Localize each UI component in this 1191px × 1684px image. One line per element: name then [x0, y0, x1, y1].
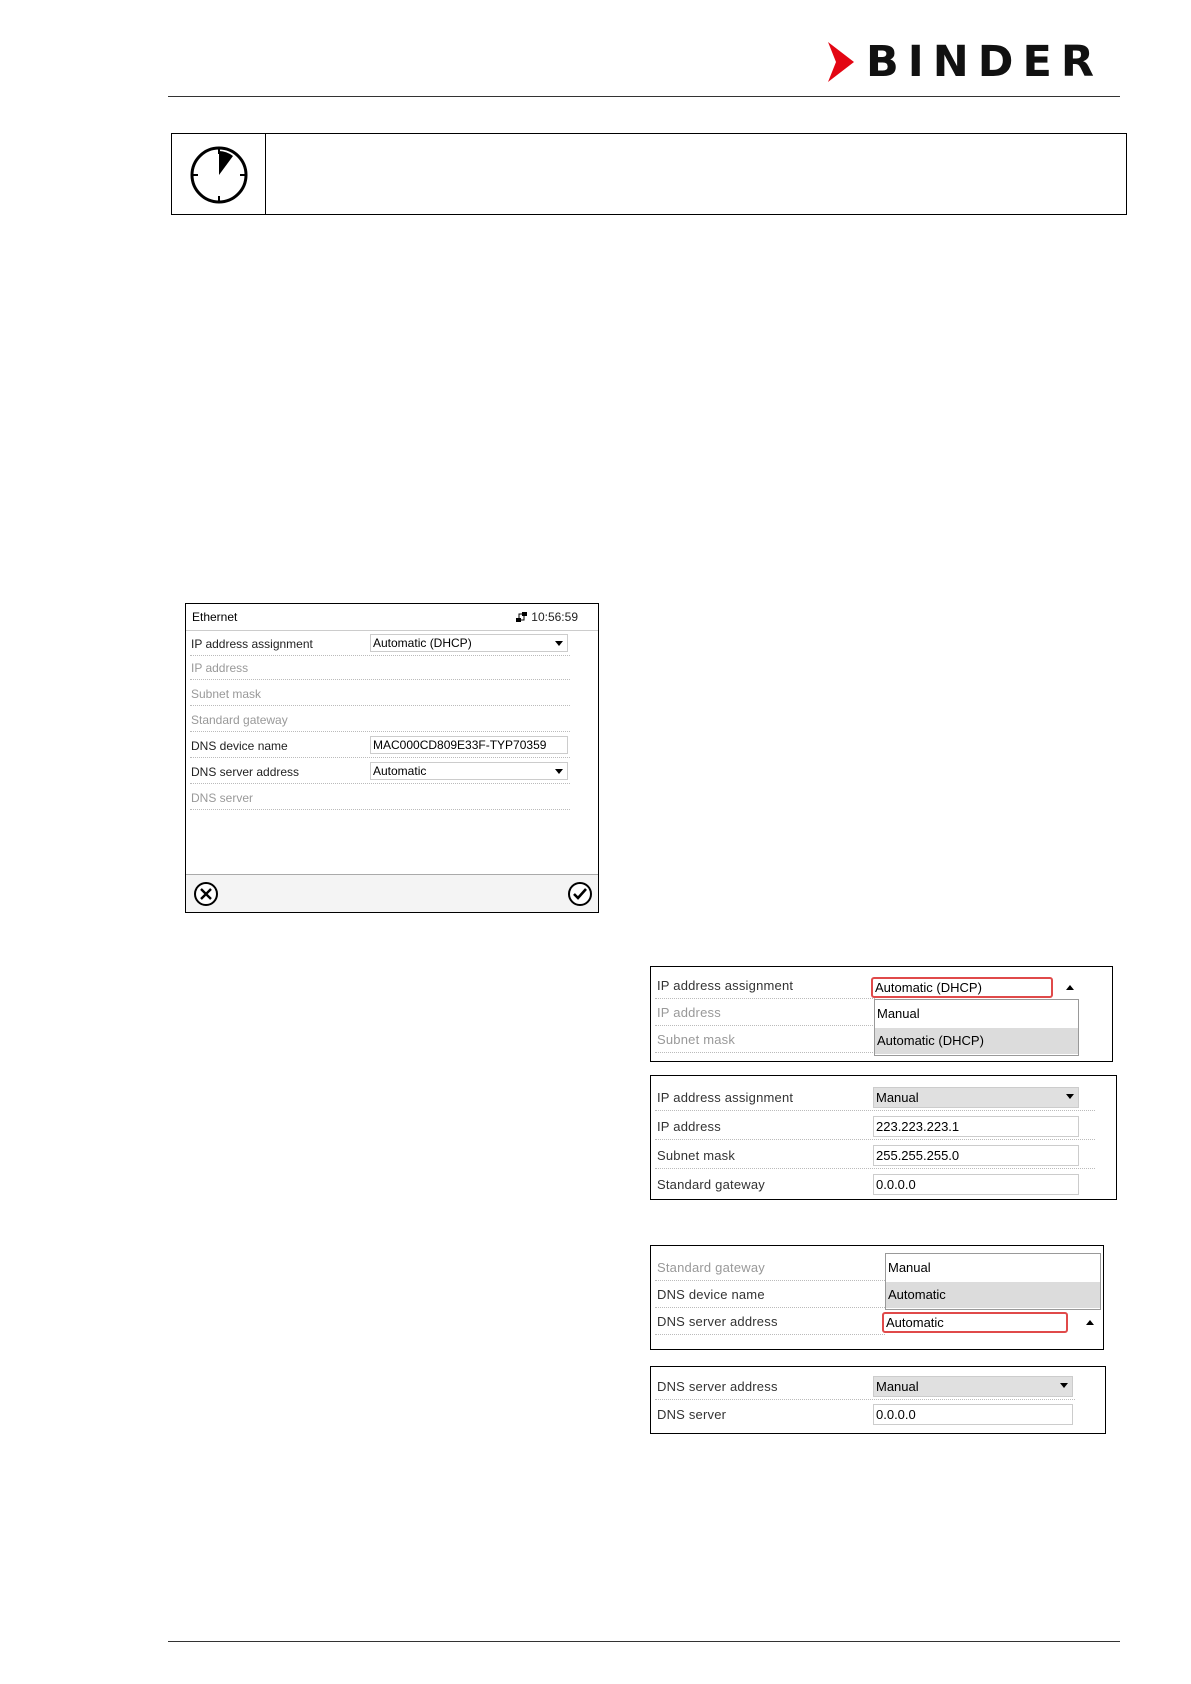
dns-server-field[interactable]: 0.0.0.0: [873, 1404, 1073, 1425]
confirm-button[interactable]: [567, 881, 593, 907]
row-label: Subnet mask: [657, 1032, 736, 1047]
chevron-down-icon: [1066, 1094, 1074, 1099]
option-automatic-dhcp[interactable]: Automatic (DHCP): [875, 1028, 1078, 1054]
chevron-up-icon[interactable]: [1066, 985, 1074, 990]
row-label: IP address: [657, 1119, 721, 1134]
row-label: Standard gateway: [191, 713, 288, 727]
ip-assignment-select[interactable]: Automatic (DHCP): [871, 977, 1053, 998]
row-subnet-mask: [190, 682, 570, 706]
select-value: Automatic: [373, 764, 427, 778]
option-manual[interactable]: Manual: [888, 1260, 931, 1275]
row-ip-address: [655, 1113, 1095, 1140]
row-dns-server: [190, 786, 570, 810]
row-ip-assignment: [655, 1084, 1095, 1111]
screen-footer: [186, 874, 598, 912]
select-value: Automatic (DHCP): [373, 636, 472, 650]
row-label: Standard gateway: [657, 1260, 765, 1275]
row-label: DNS server address: [191, 765, 300, 779]
ip-manual-settings-panel: [650, 1075, 1117, 1200]
dns-server-address-options: [885, 1253, 1101, 1310]
brand-name: BINDER: [866, 37, 1103, 87]
screen-title: Ethernet: [192, 610, 238, 624]
subnet-mask-field[interactable]: 255.255.255.0: [873, 1145, 1079, 1166]
row-dns-device-name: [655, 1281, 885, 1308]
row-label: IP address assignment: [657, 1090, 794, 1105]
footer-rule: [168, 1641, 1120, 1642]
ip-assignment-dropdown-panel: [650, 966, 1113, 1062]
row-label: DNS server address: [657, 1314, 778, 1329]
ip-assignment-options: [874, 999, 1079, 1056]
row-label: IP address assignment: [657, 978, 794, 993]
chevron-up-icon[interactable]: [1086, 1320, 1094, 1325]
info-box: [171, 133, 1127, 215]
row-subnet-mask: [655, 1142, 1095, 1169]
row-label: IP address assignment: [191, 637, 313, 651]
chevron-down-icon: [555, 769, 563, 774]
row-standard-gateway: [190, 708, 570, 732]
standard-gateway-field[interactable]: 0.0.0.0: [873, 1174, 1079, 1195]
cancel-button[interactable]: [193, 881, 219, 907]
row-dns-server-address: [190, 760, 570, 784]
row-ip-address: [655, 999, 875, 1026]
row-subnet-mask: [655, 1026, 875, 1053]
row-dns-server: [655, 1401, 1075, 1428]
chevron-down-icon: [555, 641, 563, 646]
dns-server-address-select[interactable]: [370, 762, 568, 780]
dns-server-dropdown-panel: [650, 1245, 1104, 1350]
row-standard-gateway: [655, 1254, 885, 1281]
row-dns-device-name: [190, 734, 570, 758]
option-manual[interactable]: Manual: [877, 1006, 920, 1021]
row-label: IP address: [657, 1005, 721, 1020]
row-label: DNS server: [657, 1407, 727, 1422]
binder-logo: [826, 38, 1126, 86]
row-label: Subnet mask: [191, 687, 262, 701]
ip-assignment-select[interactable]: [370, 634, 568, 652]
row-label: DNS device name: [191, 739, 288, 753]
ethernet-settings-screen: [185, 603, 599, 913]
dns-server-address-select[interactable]: Automatic: [882, 1312, 1068, 1333]
row-label: DNS server address: [657, 1379, 778, 1394]
network-icon: [515, 611, 529, 623]
dns-device-name-field[interactable]: MAC000CD809E33F-TYP70359: [370, 736, 568, 754]
info-box-icon-cell: [172, 134, 266, 214]
select-value: Manual: [876, 1090, 919, 1105]
row-ip-assignment: [190, 632, 570, 656]
screen-clock: [515, 610, 578, 624]
clock-time: 10:56:59: [531, 610, 578, 624]
row-standard-gateway: [655, 1171, 1095, 1198]
row-dns-server-address: [655, 1308, 885, 1335]
binder-logo-mark: [826, 40, 856, 84]
option-automatic[interactable]: Automatic: [886, 1282, 1100, 1308]
row-ip-assignment: [655, 972, 875, 999]
row-label: IP address: [191, 661, 249, 675]
row-label: DNS server: [191, 791, 254, 805]
row-dns-server-address: [655, 1373, 1075, 1400]
ip-address-field[interactable]: 223.223.223.1: [873, 1116, 1079, 1137]
clock-icon: [189, 145, 249, 205]
header-rule: [168, 96, 1120, 97]
row-ip-address: [190, 656, 570, 680]
row-label: Standard gateway: [657, 1177, 765, 1192]
row-label: DNS device name: [657, 1287, 765, 1302]
chevron-down-icon: [1060, 1383, 1068, 1388]
select-value: Manual: [876, 1379, 919, 1394]
title-divider: [186, 630, 598, 631]
ip-assignment-select[interactable]: [873, 1087, 1079, 1108]
dns-manual-settings-panel: [650, 1366, 1106, 1434]
row-label: Subnet mask: [657, 1148, 736, 1163]
dns-server-address-select[interactable]: [873, 1376, 1073, 1397]
